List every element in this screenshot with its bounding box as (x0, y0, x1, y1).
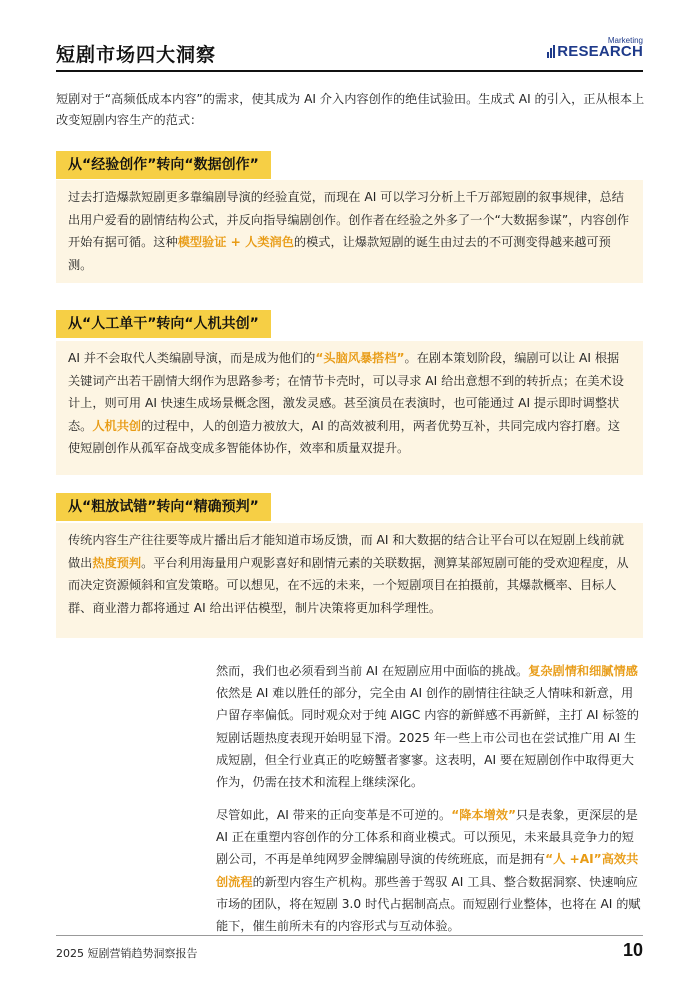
footer-report-title: 2025 短剧营销趋势洞察报告 (56, 947, 198, 960)
research-logo (551, 36, 643, 64)
closing-paragraph-challenges (216, 660, 644, 793)
footer-divider (56, 935, 643, 936)
logo-wordmark (547, 43, 643, 60)
page-number: 10 (622, 940, 643, 960)
paragraph-text: 依然是 AI 难以胜任的部分，完全由 AI 创作的剧情往往缺乏人情味和新意，用户留存率偏低。同时观众对于纯 AIGC 内容的新鲜感不再新鲜，主打 AI 标签的短剧话题热度表现开始明显下滑。2025 年一些上市公司也在尝试推广用 AI 生成短剧，但全行业真正的吃螃蟹者寥寥。这表明，AI 要在短剧创作中取得更大作为，仍需在技术和流程上继续深化。 (216, 686, 639, 790)
section-box-data-creation (56, 180, 643, 283)
paragraph-text: 尽管如此，AI 带来的正向变革是不可逆的。 (216, 808, 452, 822)
highlight-text: “头脑风暴搭档” (315, 351, 405, 365)
section-text: 的模式，让爆款短剧的诞生由过去的不可测变得越来越可预测。 (68, 235, 611, 272)
intro-paragraph: 短剧对于“高频低成本内容”的需求，使其成为 AI 介入内容创作的绝佳试验田。生成式 AI 的引入，正从根本上改变短剧内容生产的范式： (56, 92, 645, 127)
section-text: 传统内容生产往往要等成片播出后才能知道市场反馈，而 AI 和大数据的结合让平台可以在短剧上线前就做出 (68, 533, 624, 570)
page-title: 短剧市场四大洞察 (56, 44, 217, 66)
closing-paragraph-outlook (216, 804, 644, 937)
paragraph-text: 只是表象，更深层的是 AI 正在重塑内容创作的分工体系和商业模式。可以预见，未来最具竞争力的短剧公司，不再是单纯网罗金牌编剧导演的传统班底，而是拥有 (216, 808, 638, 867)
section-text: AI 并不会取代人类编剧导演，而是成为他们的 (68, 351, 316, 365)
section-box-human-ai (56, 341, 643, 475)
highlight-text: 复杂剧情和细腻情感 (528, 664, 638, 678)
section-text: 过去打造爆款短剧更多靠编剧导演的经验直觉，而现在 AI 可以学习分析上千万部短剧的叙事规律，总结出用户爱看的剧情结构公式，并反向指导编剧创作。创作者在经验之外多了一个“大数据参谋”，内容创作开始有据可循。这种 (68, 190, 630, 249)
paragraph-text: 的新型内容生产机构。那些善于驾驭 AI 工具、整合数据洞察、快速响应市场的团队，将在短剧 3.0 时代占据制高点。而短剧行业整体，也将在 AI 的赋能下，催生前所未有的内容形式与互动体验。 (216, 874, 641, 934)
highlight-text: 热度预判 (92, 555, 142, 570)
highlight-text: 人机共创 (92, 418, 142, 433)
section-heading-human-ai: 从“人工单干”转向“人机共创” (56, 310, 271, 338)
logo-research-text: RESEARCH (557, 43, 643, 60)
section-heading-precise-prediction: 从“粗放试错”转向“精确预判” (56, 493, 271, 521)
section-box-precise-prediction (56, 523, 643, 638)
highlight-text: 模型验证 + 人类润色 (177, 235, 294, 249)
section-text: 。平台利用海量用户观影喜好和剧情元素的关联数据，测算某部短剧可能的受欢迎程度，从而决定资源倾斜和宣发策略。可以想见，在不远的未来，一个短剧项目在拍摄前，其爆款概率、目标人群、商业潜力都将通过 AI 给出评估模型，制片决策将更加科学理性。 (68, 555, 629, 615)
paragraph-text: 然而，我们也必须看到当前 AI 在短剧应用中面临的挑战。 (216, 664, 529, 678)
highlight-text: “降本增效” (451, 808, 516, 822)
section-heading-data-creation: 从“经验创作”转向“数据创作” (56, 151, 271, 179)
section-text: 的过程中，人的创造力被放大，AI 的高效被利用，两者优势互补，共同完成内容打磨。这使短剧创作从孤军奋战变成多智能体协作，效率和质量双提升。 (68, 418, 621, 455)
section-text: 。在剧本策划阶段，编剧可以让 AI 根据关键词产出若干剧情大纲作为思路参考；在情节卡壳时，可以寻求 AI 给出意想不到的转折点；在美术设计上，则可用 AI 快速生成场景概念图，激发灵感。甚至演员在表演时，也可能通过 AI 提示即时调整状态。 (68, 351, 624, 433)
highlight-text: “人 +AI”高效共创流程 (216, 852, 639, 889)
logo-marketing-text: Marketing (607, 36, 643, 45)
header-divider (56, 70, 643, 72)
bar-chart-icon (547, 45, 555, 58)
page-header (56, 36, 643, 68)
